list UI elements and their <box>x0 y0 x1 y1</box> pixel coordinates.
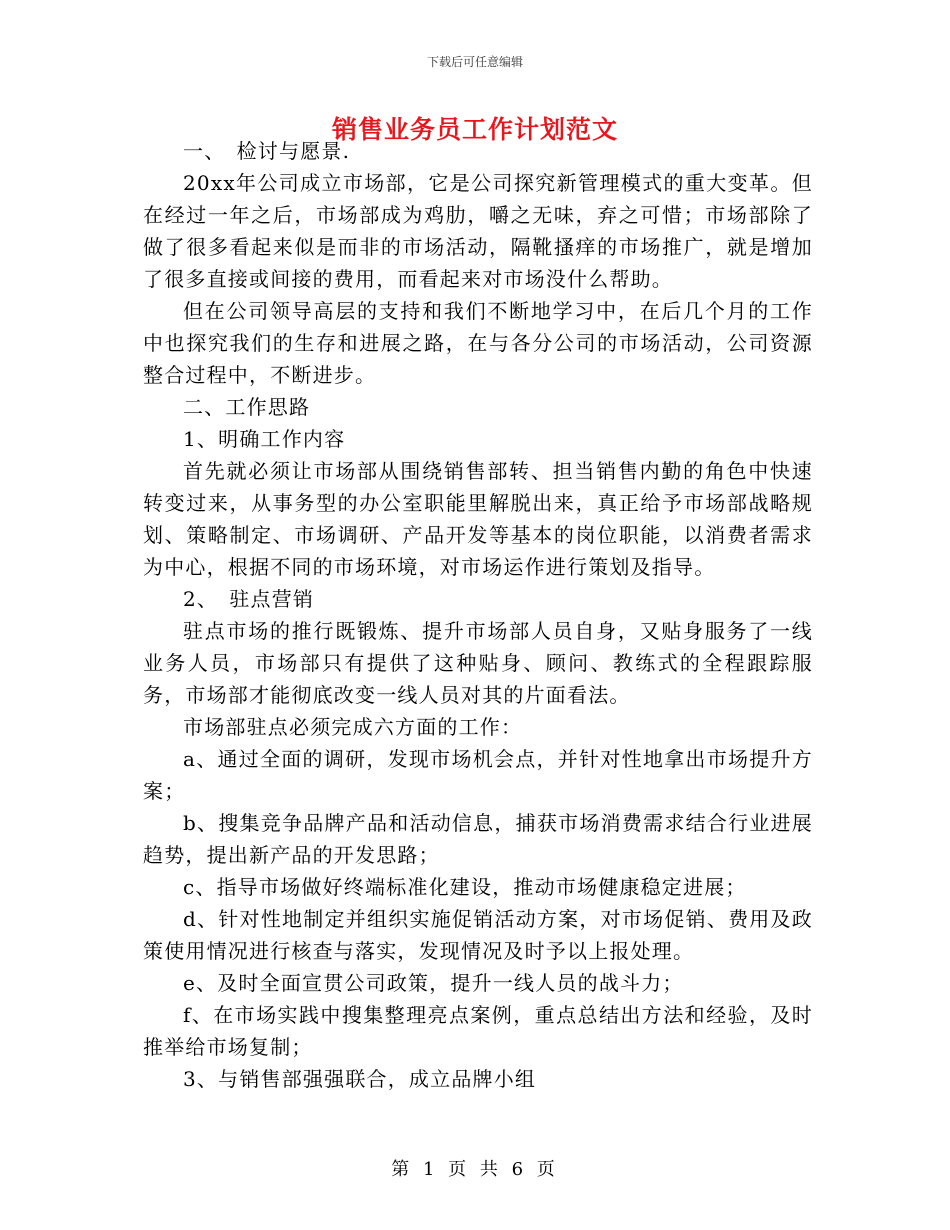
paragraph-12: c、指导市场做好终端标准化建设，推动市场健康稳定进展； <box>183 875 747 899</box>
document-body <box>143 135 813 1095</box>
paragraph-5: 1、明确工作内容 <box>183 427 346 451</box>
paragraph-14: e、及时全面宣贯公司政策，提升一线人员的战斗力； <box>183 971 684 995</box>
paragraph-1: 一、 检讨与愿景. <box>183 139 351 163</box>
paragraph-8: 驻点市场的推行既锻炼、提升市场部人员自身，又贴身服务了一线业务人员，市场部只有提供了这种贴身、顾问、教练式的全程跟踪服务，市场部才能彻底改变一线人员对其的片面看法。 <box>143 619 813 707</box>
paragraph-2: 20xx年公司成立市场部，它是公司探究新管理模式的重大变革。但在经过一年之后，市场部成为鸡肋，嚼之无味，弃之可惜；市场部除了做了很多看起来似是而非的市场活动，隔靴搔痒的市场推广，就是增加了很多直接或间接的费用，而看起来对市场没什么帮助。 <box>143 171 813 291</box>
paragraph-3: 但在公司领导高层的支持和我们不断地学习中，在后几个月的工作中也探究我们的生存和进展之路，在与各分公司的市场活动，公司资源整合过程中，不断进步。 <box>143 299 813 387</box>
paragraph-4: 二、工作思路 <box>183 395 311 419</box>
paragraph-6: 首先就必须让市场部从围绕销售部转、担当销售内勤的角色中快速转变过来，从事务型的办公室职能里解脱出来，真正给予市场部战略规划、策略制定、市场调研、产品开发等基本的岗位职能，以消费者需求为中心，根据不同的市场环境，对市场运作进行策划及指导。 <box>143 459 813 579</box>
paragraph-11: b、搜集竞争品牌产品和活动信息，捕获市场消费需求结合行业进展趋势，提出新产品的开发思路； <box>143 811 813 867</box>
paragraph-13: d、针对性地制定并组织实施促销活动方案，对市场促销、费用及政策使用情况进行核查与落实，发现情况及时予以上报处理。 <box>143 907 813 963</box>
paragraph-7: 2、 驻点营销 <box>183 587 315 611</box>
document-title: 销售业务员工作计划范文 <box>331 115 618 144</box>
paragraph-9: 市场部驻点必须完成六方面的工作： <box>183 715 523 739</box>
paragraph-16: 3、与销售部强强联合，成立品牌小组 <box>183 1067 537 1091</box>
page-header: 下载后可任意编辑 <box>426 55 523 69</box>
paragraph-15: f、在市场实践中搜集整理亮点案例，重点总结出方法和经验，及时推举给市场复制； <box>143 1003 813 1059</box>
paragraph-10: a、通过全面的调研，发现市场机会点，并针对性地拿出市场提升方案； <box>143 747 813 803</box>
page-footer: 第 1 页 共 6 页 <box>391 1159 559 1180</box>
